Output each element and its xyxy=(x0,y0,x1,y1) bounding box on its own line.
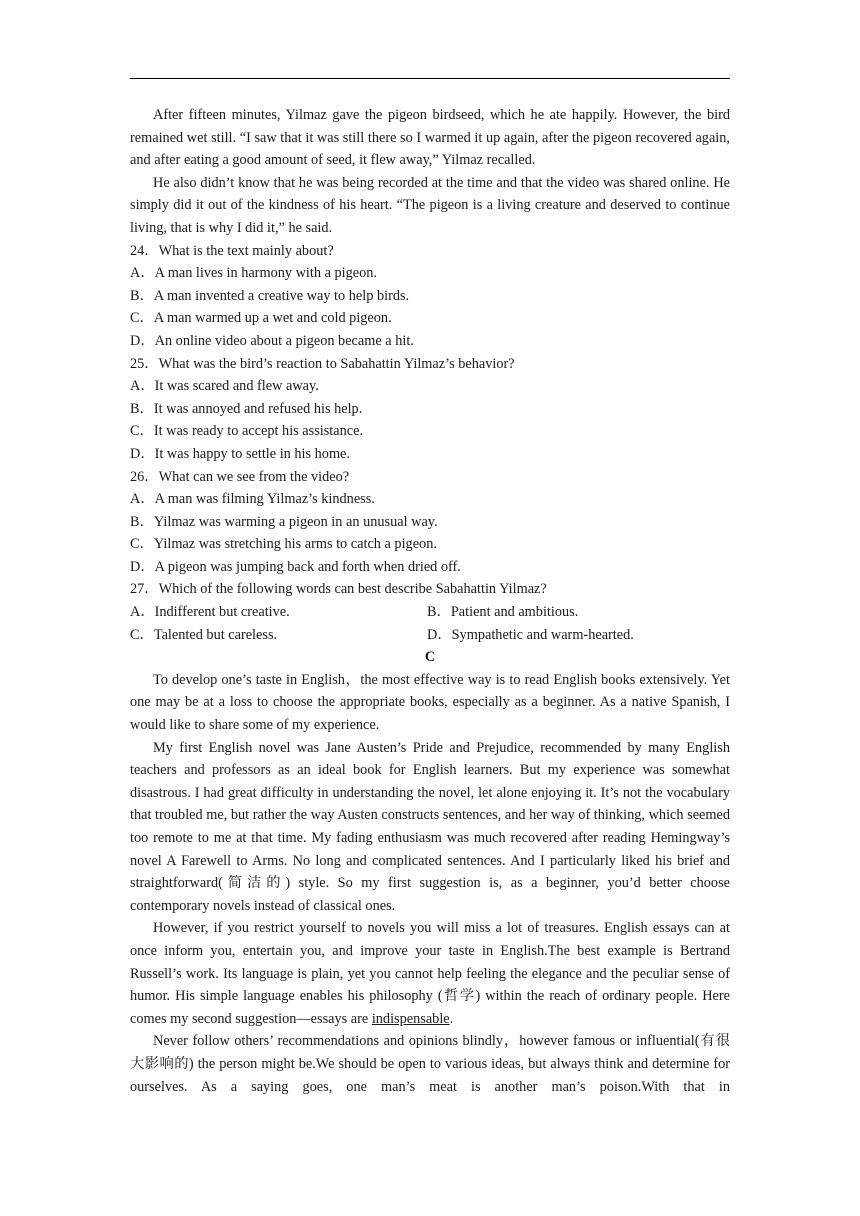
question-stem: 27．Which of the following words can best describe Sabahattin Yilmaz? xyxy=(130,581,547,598)
option-b: B．It was annoyed and refused his help. xyxy=(130,400,363,417)
passage-paragraph: To develop one’s taste in English，the most effective way is to read English books extensively. Yet one may be at a loss to choose the appropriate books, especially as a beginner. As a native Spanish, I would like to share some of my experience. xyxy=(130,671,730,734)
passage-paragraph xyxy=(130,917,730,1030)
paragraph-text: . xyxy=(449,1010,454,1027)
option-c: C．Talented but careless. xyxy=(130,626,278,643)
option-b: B．A man invented a creative way to help birds. xyxy=(130,287,410,304)
question-26 xyxy=(130,466,730,579)
section-title: C xyxy=(424,649,436,666)
header-rule xyxy=(130,78,730,79)
option-a: A．Indifferent but creative. xyxy=(130,604,290,621)
question-25 xyxy=(130,353,730,466)
passage-paragraph: Never follow others’ recommendations and opinions blindly，however famous or influential(有很大影响的) the person might be.We should be open to various ideas, but always think and determine for ourselves. As a saying goes, one man’s meat is another man’s poison.With that in xyxy=(130,1033,730,1095)
document-body xyxy=(130,104,730,1098)
question-27 xyxy=(130,578,730,646)
question-stem: 25．What was the bird’s reaction to Sabahattin Yilmaz’s behavior? xyxy=(130,355,515,372)
question-24 xyxy=(130,240,730,353)
option-c: C．A man warmed up a wet and cold pigeon. xyxy=(130,310,392,327)
option-a: A．A man was filming Yilmaz’s kindness. xyxy=(130,491,375,508)
option-d: D．Sympathetic and warm-hearted. xyxy=(427,626,634,643)
underlined-word: indispensable xyxy=(371,1010,450,1027)
option-a: A．A man lives in harmony with a pigeon. xyxy=(130,265,377,282)
option-d: D．An online video about a pigeon became a hit. xyxy=(130,332,414,349)
passage-paragraph: He also didn’t know that he was being recorded at the time and that the video was shared online. He simply did it out of the kindness of his heart. “The pigeon is a living creature and deserved to continue living, that is why I did it,” he said. xyxy=(130,174,730,236)
question-stem: 24．What is the text mainly about? xyxy=(130,242,334,259)
passage-paragraph: After fifteen minutes, Yilmaz gave the pigeon birdseed, which he ate happily. However, the bird remained wet still. “I saw that it was still there so I warmed it up again, after the pigeon recovered again, and after eating a good amount of seed, it flew away,” Yilmaz recalled. xyxy=(130,107,730,169)
option-row xyxy=(130,624,730,647)
paragraph-text: However, if you restrict yourself to novels you will miss a lot of treasures. English essays can at once inform you, entertain you, and improve your taste in English.The best example is Bertrand Russell’s work. Its language is plain, yet you cannot help feeling the elegance and the peculiar sense of humor. His simple language enables his philosophy (哲学) within the reach of ordinary people. Here comes my second suggestion—essays are xyxy=(130,920,730,1027)
option-a: A．It was scared and flew away. xyxy=(130,378,319,395)
option-c: C．Yilmaz was stretching his arms to catch a pigeon. xyxy=(130,536,437,553)
option-b: B．Patient and ambitious. xyxy=(427,604,579,621)
passage-paragraph: My first English novel was Jane Austen’s Pride and Prejudice, recommended by many English teachers and professors as an ideal book for English learners. But my experience was somewhat disastrous. I had great difficulty in understanding the novel, let alone enjoying it. It’s not the vocabulary that troubled me, but rather the way Austen constructs sentences, and her way of thinking, which seemed too remote to me at that time. My fading enthusiasm was much recovered after reading Hemingway’s novel A Farewell to Arms. No long and complicated sentences. And I particularly liked his brief and straightforward(简洁的) style. So my first suggestion is, as a beginner, you’d better choose contemporary novels instead of classical ones. xyxy=(130,739,730,914)
option-c: C．It was ready to accept his assistance. xyxy=(130,423,364,440)
option-row xyxy=(130,601,730,624)
option-d: D．A pigeon was jumping back and forth when dried off. xyxy=(130,558,461,575)
question-stem: 26．What can we see from the video? xyxy=(130,468,350,485)
option-d: D．It was happy to settle in his home. xyxy=(130,445,350,462)
option-b: B．Yilmaz was warming a pigeon in an unusual way. xyxy=(130,513,438,530)
